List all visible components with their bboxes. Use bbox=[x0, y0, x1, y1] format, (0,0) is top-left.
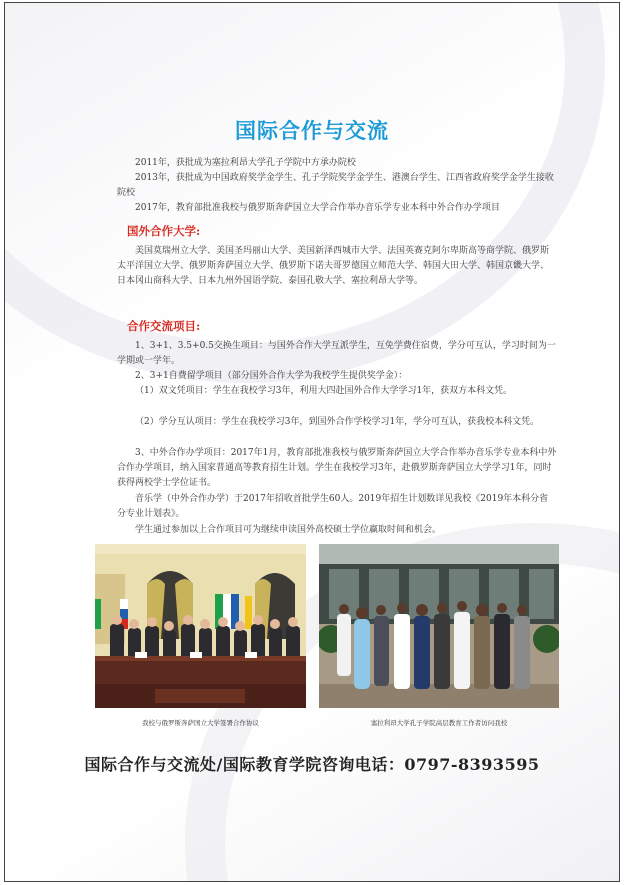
photo-caption: 我校与俄罗斯奔萨国立大学签署合作协议 bbox=[142, 719, 259, 727]
project-item: 3、中外合作办学项目：2017年1月，教育部批准我校与俄罗斯奔萨国立大学合作举办音乐学专业本科中外合作办学项目，纳入国家普通高等教育招生计划。学生在我校学习3年，赴俄罗斯奔萨国立大学学习1年，同时获得两校学士学位证书。 bbox=[117, 448, 557, 488]
project-item: （1）双文凭项目：学生在我校学习3年，利用大四赴国外合作大学学习1年，获双方本科文凭。 bbox=[135, 386, 513, 396]
intro-line: 2013年，获批成为中国政府奖学金学生、孔子学院奖学金学生、港澳台学生、江西省政府奖学金学生接收院校 bbox=[117, 173, 554, 198]
project-item: 2、3+1自费留学项目（部分国外合作大学为我校学生提供奖学金）： bbox=[135, 371, 408, 381]
project-item: 1、3+1、3.5+0.5交换生项目：与国外合作大学互派学生，互免学费住宿费，学分可互认，学习时间为一学期或一学年。 bbox=[117, 341, 556, 366]
project-item: 学生通过参加以上合作项目可为继续申读国外高校硕士学位赢取时间和机会。 bbox=[135, 525, 442, 535]
partners-heading: 国外合作大学: bbox=[127, 224, 201, 238]
partners-text: 美国莫瑞州立大学、美国圣玛丽山大学、美国新泽西城市大学、法国英赛克阿尔卑斯高等商学院、俄罗斯太平洋国立大学、俄罗斯奔萨国立大学、俄罗斯下诺夫哥罗德国立师范大学、韩国大田大学、韩国京畿大学、日本冈山商科大学、日本九州外国语学院、泰国孔敬大学、塞拉利昂大学等。 bbox=[117, 246, 550, 286]
projects-heading: 合作交流项目: bbox=[127, 319, 201, 333]
project-item: （2）学分互认项目：学生在我校学习3年，到国外合作学校学习1年，学分可互认，获我校本科文凭。 bbox=[135, 417, 540, 427]
project-item: 音乐学（中外合作办学）于2017年招收首批学生60人。2019年招生计划数详见我校《2019年本科分省分专业计划表》。 bbox=[117, 494, 549, 519]
signing-ceremony-photo bbox=[95, 544, 306, 708]
brochure-page bbox=[4, 2, 620, 882]
intro-line: 2017年，教育部批准我校与俄罗斯奔萨国立大学合作举办音乐学专业本科中外合作办学项目 bbox=[135, 203, 500, 213]
photo-caption: 塞拉利昂大学孔子学院高层教育工作者访问我校 bbox=[370, 719, 508, 727]
intro-line: 2011年，获批成为塞拉利昂大学孔子学院中方承办院校 bbox=[135, 158, 356, 168]
contact-phone-line: 国际合作与交流处/国际教育学院咨询电话：0797-8393595 bbox=[84, 755, 540, 774]
page-title: 国际合作与交流 bbox=[235, 118, 389, 143]
delegation-visit-photo bbox=[319, 544, 559, 708]
